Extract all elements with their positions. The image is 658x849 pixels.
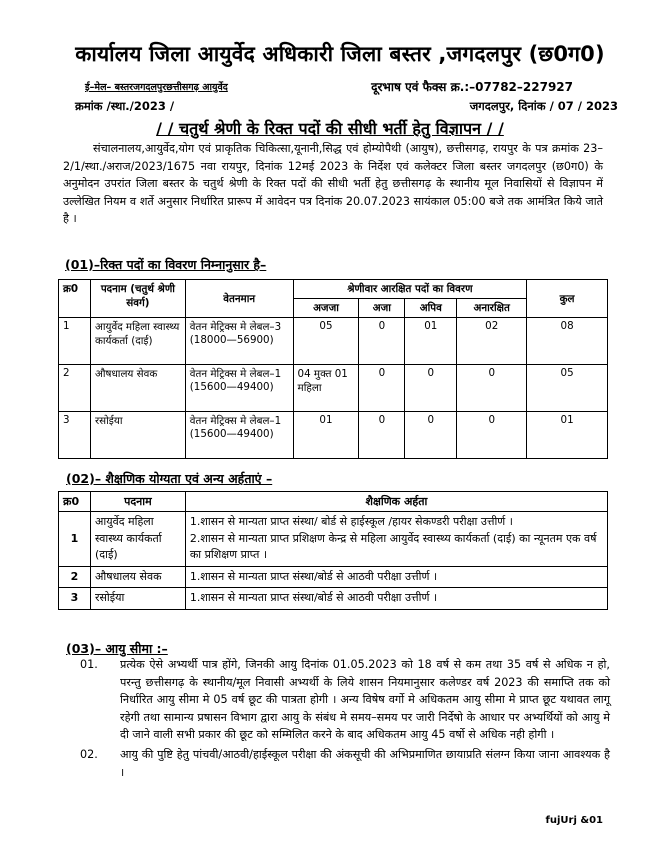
cell-ur: 0	[457, 412, 527, 459]
col-sc: अजा	[359, 299, 405, 318]
col-post: पदनाम	[90, 492, 185, 512]
col-qualification: शैक्षणिक अर्हता	[185, 492, 607, 512]
pay-text: वेतन मेट्रिक्स मे लेबल–3	[189, 321, 282, 333]
cell-sno: 2	[59, 365, 91, 412]
cell-obc: 0	[405, 365, 457, 412]
cell-total: 01	[527, 412, 608, 459]
col-st: अजजा	[293, 299, 359, 318]
pay-scale: (15600—49400)	[189, 381, 274, 393]
cell-sno: 3	[59, 588, 91, 610]
reference-number: क्रमांक /स्था./2023 /	[75, 99, 175, 113]
cell-post: रसोईया	[90, 588, 185, 610]
cell-sno: 1	[59, 318, 91, 365]
col-ur: अनारक्षित	[457, 299, 527, 318]
cell-total: 05	[527, 365, 608, 412]
item-number: 02.	[80, 747, 98, 761]
table-row	[59, 588, 608, 610]
vacancy-table	[58, 279, 608, 459]
cell-post: औषधालय सेवक	[90, 566, 185, 588]
phone-fax: दूरभाष एवं फैक्स क्र.:–07782–227927	[371, 80, 573, 94]
col-obc: अपिव	[405, 299, 457, 318]
cell-sno: 3	[59, 412, 91, 459]
pay-text: वेतन मेट्रिक्स मे लेबल–1	[189, 368, 282, 380]
table-row	[59, 412, 608, 459]
cell-st: 01	[293, 412, 359, 459]
cell-sc: 0	[359, 412, 405, 459]
cell-pay	[185, 318, 293, 365]
pay-scale: (18000—56900)	[189, 334, 274, 346]
page-continuation-mark: fujUrj &01	[545, 815, 603, 826]
col-total: कुल	[527, 280, 608, 318]
subject-heading: / / चतुर्थ श्रेणी के रिक्त पदों की सीधी भर्ती हेतु विज्ञापन / /	[156, 119, 504, 138]
col-post: पदनाम (चतुर्थ श्रेणी संवर्ग)	[90, 280, 185, 318]
item-number: 01.	[80, 658, 98, 671]
cell-sc: 0	[359, 318, 405, 365]
cell-sc: 0	[359, 365, 405, 412]
cell-pay	[185, 412, 293, 459]
cell-st: 05	[293, 318, 359, 365]
cell-pay	[185, 365, 293, 412]
email-line: ई–मेल– बस्तरजगदलपुरछत्तीसगढ़ आयुर्वेद	[85, 82, 228, 93]
cell-post: औषधालय सेवक	[90, 365, 185, 412]
section1-heading: (01)–रिक्त पदों का विवरण निम्नानुसार है–	[65, 257, 267, 272]
list-item	[80, 656, 610, 744]
qualification-1: 1.शासन से मान्यता प्राप्त संस्था/ बोर्ड से हाईस्कूल /हायर सेकण्डरी परीक्षा उत्तीर्ण ।	[189, 515, 513, 528]
col-sno: क्र0	[59, 280, 91, 318]
item-text: प्रत्येक ऐसे अभ्यर्थी पात्र होंगे, जिनकी आयु दिनांक 01.05.2023 को 18 वर्ष से कम तथा 35 वर्ष से अधिक न हो, परन्तु छत्तीसगढ़ के स्थानीय/मूल निवासी अभ्यर्थी के लिये शासन नियमानुसार कलेण्डर वर्ष 2023 की समाप्ति तक को निर्धारित आयु सीमा मे 05 वर्ष छूट की पात्रता होगी । अन्य विषेष वर्गो मे अधिकतम आयु सीमा मे प्राप्त छूट यथावत लागू रहेगी तथा सामान्य प्रषासन विभाग द्वारा आयु के संबंध मे समय–समय पर जारी निर्देषो के आधार पर अभ्यर्थियों को आयु मे दी जाने वाली सभी प्रकार की छूट को सम्मिलित करने के बाद अधिकतम आयु 45 वर्षो से अधिक नही होगी ।	[120, 658, 610, 742]
age-limit-list	[80, 656, 610, 783]
section3-heading: (03)– आयु सीमा :–	[66, 641, 168, 656]
cell-total: 08	[527, 318, 608, 365]
qualification-table	[58, 491, 608, 610]
col-sno: क्र0	[59, 492, 91, 512]
cell-post: रसोईया	[90, 412, 185, 459]
table-row	[59, 365, 608, 412]
cell-ur: 02	[457, 318, 527, 365]
cell-ur: 0	[457, 365, 527, 412]
cell-qualification: 1.शासन से मान्यता प्राप्त संस्था/बोर्ड से आठवी परीक्षा उत्तीर्ण ।	[185, 588, 607, 610]
cell-obc: 01	[405, 318, 457, 365]
list-item	[80, 746, 610, 781]
cell-post: आयुर्वेद महिला स्वास्थ्य कार्यकर्ता (दाई)	[90, 318, 185, 365]
intro-paragraph: संचालनालय,आयुर्वेद,योग एवं प्राकृतिक चिकित्सा,यूनानी,सिद्ध एवं होम्योपैथी (आयुष), छत्तीसगढ़, रायपुर के पत्र क्रमांक 23–2/1/स्था./अराज/2023/1675 नवा रायपुर, दिनांक 12मई 2023 के निर्देश एवं कलेक्टर जिला बस्तर जगदलपुर (छ0ग0) के अनुमोदन उपरांत जिला बस्तर के चतुर्थ श्रेणी के रिक्त पदों की सीधी भर्ती हेतु छत्तीसगढ़ के स्थानीय मूल निवासियों से विज्ञापन में उल्लेखित नियम व शर्ते अनुसार निर्धारित प्रारूप में आवेदन पत्र दिनांक 20.07.2023 सायंकाल 05:00 बजे तक आमंत्रित किये जाते है ।	[63, 142, 603, 226]
qualification-2: 2.शासन से मान्यता प्राप्त प्रशिक्षण केन्द्र से महिला आयुर्वेद स्वास्थ्य कार्यकर्ता (दाई) का न्यूनतम एक वर्ष का प्रशिक्षण प्राप्त ।	[189, 531, 597, 561]
table-row	[59, 512, 608, 567]
col-reserved: श्रेणीवार आरक्षित पदों का विवरण	[293, 280, 527, 299]
reference-date: जगदलपुर, दिनांक / 07 / 2023	[469, 99, 618, 113]
cell-qualification: 1.शासन से मान्यता प्राप्त संस्था/बोर्ड से आठवी परीक्षा उत्तीर्ण ।	[185, 566, 607, 588]
pay-scale: (15600—49400)	[189, 428, 274, 440]
office-title: कार्यालय जिला आयुर्वेद अधिकारी जिला बस्तर ,जगदलपुर (छ0ग0)	[75, 42, 605, 66]
section2-heading: (02)– शैक्षणिक योग्यता एवं अन्य अर्हताएं –	[66, 471, 273, 486]
cell-qualification	[185, 512, 607, 567]
cell-sno: 1	[59, 512, 91, 567]
col-pay: वेतनमान	[185, 280, 293, 318]
cell-st: 04 मुक्त 01 महिला	[293, 365, 359, 412]
item-text: आयु की पुष्टि हेतु पांचवी/आठवी/हाईस्कूल परीक्षा की अंकसूची की अभिप्रमाणित छायाप्रति संलग्न किया जाना आवश्यक है ।	[120, 747, 610, 779]
cell-obc: 0	[405, 412, 457, 459]
pay-text: वेतन मेट्रिक्स मे लेबल–1	[189, 415, 282, 427]
table-row	[59, 318, 608, 365]
table-row	[59, 566, 608, 588]
cell-sno: 2	[59, 566, 91, 588]
cell-post: आयुर्वेद महिला स्वास्थ्य कार्यकर्ता (दाई)	[90, 512, 185, 567]
